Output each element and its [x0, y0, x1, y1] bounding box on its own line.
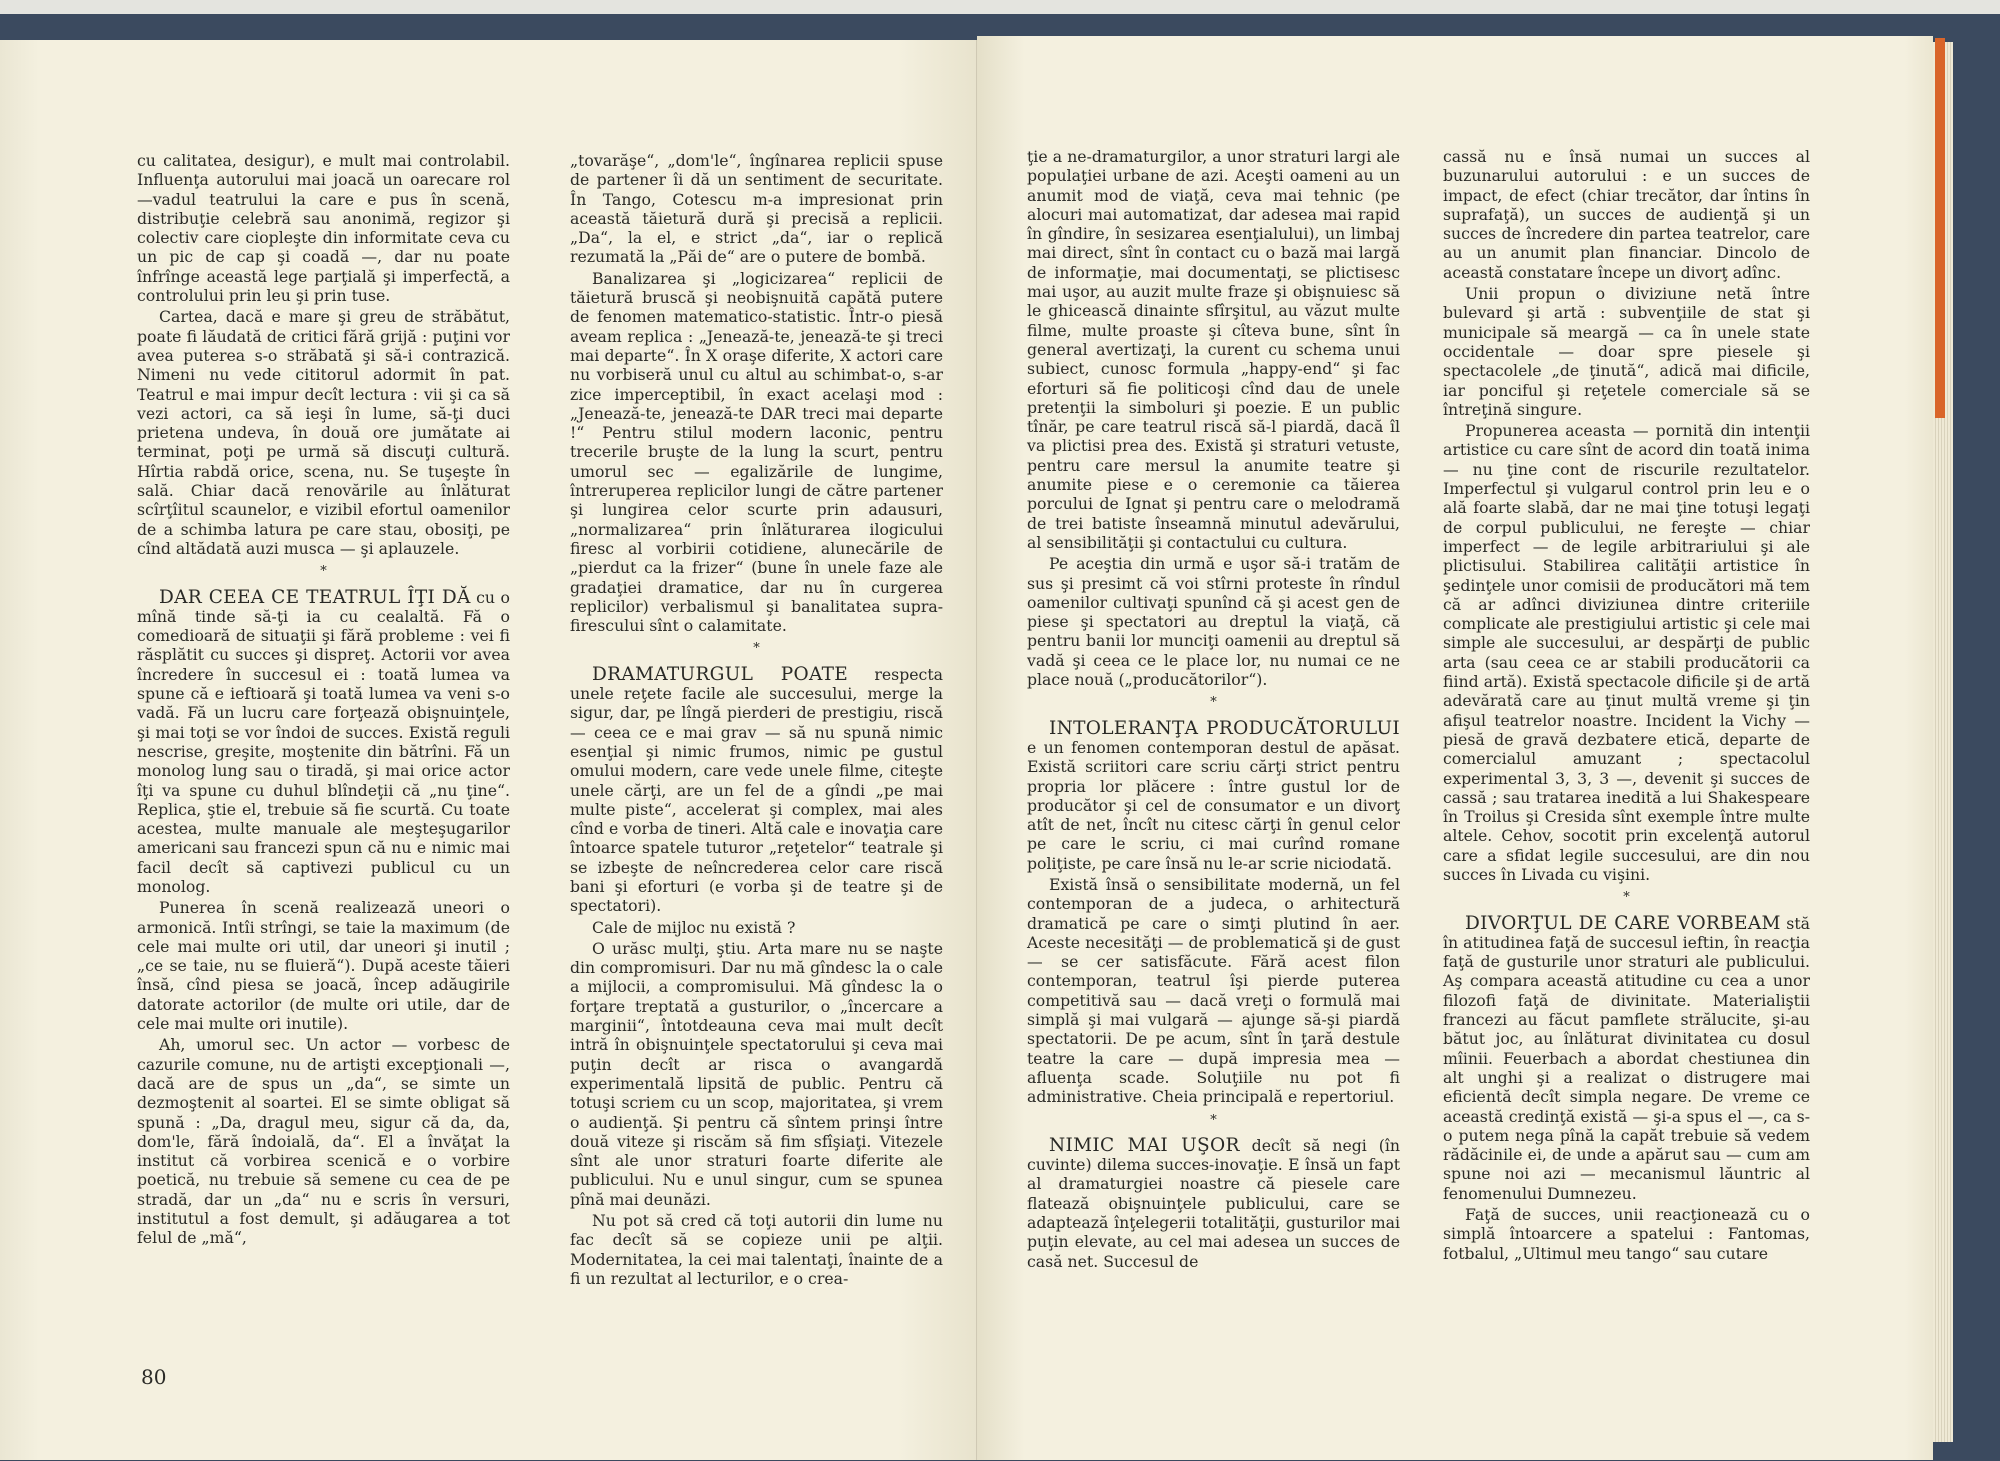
section-heading: INTOLERANŢA PRODUCĂTORULUI — [1049, 717, 1400, 739]
section-paragraph — [1027, 1136, 1400, 1271]
text-column-3 — [1027, 147, 1400, 1273]
section-paragraph — [1027, 719, 1400, 873]
body-paragraph: Cale de mijloc nu există ? — [592, 917, 796, 937]
body-paragraph: O urăsc mulţi, ştiu. Arta mare nu se naşte din compromisuri. Dar nu mă gîndesc la o cale a mijlocii, a compromisului. Mă gîndesc la o forţare treptată a gusturilor, o „încercare a marginii“, întotdeauna ceva mai mult decît intră în obişnuinţele spectatorului şi ceva mai puţin decît ar risca o avangardă experimentală lipsită de public. Pentru că totuşi scriem cu un scop, majoritatea, şi vrem o audienţă. Şi pentru că sîntem prinşi între două viteze şi riscăm să fim sfîşiaţi. Vitezele sînt ale unor straturi foarte diferite ale publicului. Nu e unul singur, cum se spunea pînă mai deunăzi. — [570, 938, 943, 1209]
section-paragraph — [570, 665, 943, 916]
body-paragraph: Banalizarea şi „logicizarea“ replicii de tăietură bruscă şi neobişnuită capătă putere de fenomen matematico-statistic. Într-o piesă aveam replica : „Jenează-te, jenează-te şi treci mai departe“. În X oraşe diferite, X actori care nu vorbiseră unul cu altul au schimbat-o, s-ar zice imperceptibil, în exact acelaşi mod : „Jenează-te, jenează-te DAR treci mai departe !“ Pentru stilul modern laconic, pentru trecerile bruşte de la lung la scurt, pentru umorul sec — egalizările de lungime, întreruperea replicilor lungi de către partener şi lungirea celor scurte prin adausuri, „normalizarea“ prin înlăturarea ilogicului firesc al vorbirii cotidiene, alunecările de „pierdut ca la frizer“ (bune în unele faze ale gradaţiei dramatice, dar nu în curgerea replicilor) verbalismul şi banalitatea supra-firescului sînt o calamitate. — [570, 268, 943, 636]
body-paragraph: Unii propun o diviziune netă între bulevard şi artă : subvenţiile de stat şi municipale să meargă — ca în unele state occidentale — doar spre piesele şi spectacolele „de ţinută“, adică mai dificile, iar ponciful şi reţetele comerciale să se întreţină singure. — [1443, 284, 1810, 419]
section-text: respecta unele reţete facile ale succesului, merge la sigur, dar, pe lîngă pierderi de prestigiu, riscă — ceea ce e mai grav — să nu spună nimic esenţial şi nimic frumos, nimic pe gustul omului modern, care vede unele filme, citeşte unele cărţi, are un fel de a gîndi „pe mai multe piste“, accelerat şi complex, mai ales cînd e vorba de tineri. Altă cale e inovaţia care întoarce spatele tuturor „reţetelor“ teatrale şi se izbeşte de neîncrederea celor care riscă bani şi eforturi (e vorba şi de teatre şi de spectatori). — [570, 664, 943, 916]
body-paragraph: Propunerea aceasta — pornită din intenţii artistice cu care sînt de acord din toată inima — nu ţine cont de riscurile rezultatelor. Imperfectul şi vulgarul control prin leu e o ală foarte slabă, dar ne mai ţine totuşi legaţi de corpul publicului, ne fereşte — chiar imperfect — de legile arbitrariului şi ale plictisului. Stabilirea calităţii artistice în şedinţele unor comisii de producători mă tem că ar adînci diviziunea dintre criteriile complicate ale prestigiului artistic şi cele mai simple ale succesului, ar despărţi de public arta (sau ceea ce ar stabili producătorii ca fiind artă). Există spectacole dificile şi de artă adevărată care au ţinut multă vreme şi ţin afişul teatrelor noastre. Incident la Vichy — piesă de gravă dezbatere etică, departe de comercialul amuzant ; spectacolul experimental 3, 3, 3 —, devenit şi succes de cassă ; sau tratarea inedită a lui Shakespeare în Troilus şi Cresida sînt exemple între multe altele. Cehov, socotit prin excelenţă autorul care a sfidat legile succesului, are din nou succes în Livada cu vişini. — [1443, 421, 1810, 884]
section-separator: * — [1623, 890, 1630, 906]
body-paragraph: „tovarăşe“, „dom'le“, îngînarea replicii spuse de partener îi dă un sentiment de securitate. În Tango, Cotescu m-a impresionat prin această tăietură dură şi precisă a replicii. „Da“, la el, e strict „da“, iar o replică rezumată la „Păi de“ are o putere de bombă. — [570, 151, 943, 267]
section-paragraph — [137, 588, 510, 897]
section-heading: DAR CEEA CE TEATRUL ÎŢI DĂ — [159, 586, 471, 608]
left-page — [0, 40, 977, 1460]
section-text: decît să negi (în cuvinte) dilema succes-inovaţie. E însă un fapt al dramaturgiei noastre că piesele care flatează obişnuinţele publicului, care se adaptează înţelegerii totalităţii, gusturilor mai puţin elevate, au cel mai adesea un succes de casă net. Succesul de — [1027, 1135, 1400, 1271]
page-number: 80 — [141, 1365, 167, 1389]
bookmark-ribbon — [1935, 38, 1945, 418]
section-text: e un fenomen contemporan destul de apăsat. Există scriitori care scriu cărţi strict pentru propria lor plăcere : între gustul lor de producător şi cel de consumator e un divorţ atît de net, încît nu citesc cărţi în genul celor pe care le scriu, ci mai curînd romane poliţiste, pe care însă nu le-ar scrie niciodată. — [1027, 737, 1400, 873]
section-separator: * — [320, 564, 327, 580]
section-separator: * — [1210, 1112, 1217, 1128]
body-paragraph: cu calitatea, desigur), e mult mai controlabil. Influenţa autorului mai joacă un oarecare rol —vadul teatrului la care e pus în scenă, distribuţie celebră sau anonimă, regizor şi colectiv care ciopleşte din informitate ceva cu un pic de cap şi coadă —, dar nu poate înfrînge această lege parţială şi imperfectă, a controlului prin leu şi prin tuse. — [137, 151, 510, 306]
body-paragraph: cassă nu e însă numai un succes al buzunarului autorului : e un succes de impact, de efect (chiar trecător, dar întins în suprafaţă), un succes de audienţă şi un succes de încredere din partea teatrelor, care au un anumit plan financiar. Dincolo de această constatare începe un divorţ adînc. — [1443, 147, 1810, 282]
section-separator: * — [1210, 695, 1217, 711]
body-paragraph: Există însă o sensibilitate modernă, un fel contemporan de a judeca, o arhitectură dramatică pe care o simţi plutind în aer. Aceste necesităţi — de problematică şi de gust — se cer satisfăcute. Fără acest filon contemporan, teatrul îşi pierde puterea competitivă sau — dacă vreţi o formulă mai simplă şi mai vulgară — ajunge să-şi piardă spectatorii. De pe acum, sînt în ţară destule teatre la care — după impresia mea — afluenţa scade. Soluţiile nu pot fi administrative. Cheia principală e repertoriul. — [1027, 874, 1400, 1107]
section-paragraph — [1443, 914, 1810, 1203]
body-paragraph: Cartea, dacă e mare şi greu de străbătut, poate fi lăudată de critici fără grijă : puţini vor avea puterea s-o străbată şi să-i contrazică. Nimeni nu vede cititorul adormit în pat. Teatrul e mai impur decît lectura : vii şi ca să vezi actori, ca să ieşi în lume, să-ţi duci prietena undeva, în două ore jumătate ai terminat, poţi pe urmă să discuţi cultură. Hîrtia rabdă orice, scena, nu. Se tuşeşte în sală. Chiar dacă renovările au înlăturat scîrţîitul scaunelor, e vizibil efortul oamenilor de a schimba latura pe care stau, obosiţi, pe cînd altădată auzi musca — şi aplauzele. — [137, 307, 510, 558]
background-top — [0, 0, 2000, 14]
text-column-2 — [570, 151, 943, 1290]
section-heading: DRAMATURGUL POATE — [592, 663, 849, 685]
body-paragraph: Faţă de succes, unii reacţionează cu o simplă întoarcere a spatelui : Fantomas, fotbalul, „Ultimul meu tango“ sau cutare — [1443, 1205, 1810, 1263]
right-page — [977, 36, 1933, 1460]
section-heading: DIVORŢUL DE CARE VORBEAM — [1465, 912, 1781, 934]
section-text: cu o mînă tinde să-ţi ia cu cealaltă. Fă o comedioară de situaţii şi fără probleme : vei fi răsplătit cu succes şi dispreţ. Actorii vor avea încredere în succesul ei : toată lumea va spune că e ieftioară şi toată lumea va veni s-o vadă. Fă un lucru care forţează obişnuinţele, şi mai toţi se vor îndoi de succes. Există reguli nescrise, greşite, moştenite din bătrîni. Fă un monolog lung sau o tiradă, şi mai orice actor îţi va spune cu duhul blîndeţii că „nu ţine“. Replica, ştie el, trebuie să fie scurtă. Cu toate acestea, multe manuale ale meşteşugarilor americani sau francezi spun că nu e nimic mai facil decît să captivezi publicul cu un monolog. — [137, 587, 510, 896]
body-paragraph: Ah, umorul sec. Un actor — vorbesc de cazurile comune, nu de artişti excepţionali —, dacă are de spus un „da“, se simte un dezmoştenit al soartei. El se simte obligat să spună : „Da, dragul meu, sigur că da, da, dom'le, fără îndoială, da“. El a învăţat la institut că vorbirea scenică e o vorbire poetică, nu trebuie să semene cu cea de pe stradă, dar un „da“ nu e scris în versuri, institutul a fost demult, şi adăugarea a tot felul de „mă“, — [137, 1035, 510, 1248]
text-column-4 — [1443, 147, 1810, 1265]
body-paragraph: Nu pot să cred că toţi autorii din lume nu fac decît să se copieze unii pe alţii. Modernitatea, la cei mai talentaţi, înainte de a fi un rezultat al lecturilor, e o crea- — [570, 1211, 943, 1288]
text-column-1 — [137, 151, 510, 1250]
body-paragraph: Punerea în scenă realizează uneori o armonică. Intîi strîngi, se taie la maximum (de cele mai multe ori util, dar uneori şi inutil ; „ce se taie, nu se fluieră“). După aceste tăieri însă, cînd piesa se joacă, încep adăugirile datorate actorilor (de multe ori utile, dar de cele mai multe ori inutile). — [137, 898, 510, 1034]
section-separator: * — [753, 641, 760, 657]
section-heading: NIMIC MAI UŞOR — [1049, 1134, 1240, 1156]
body-paragraph: ţie a ne-dramaturgilor, a unor straturi largi ale populaţiei urbane de azi. Aceşti oameni au un anumit mod de viaţă, ceva mai tehnic (pe alocuri mai automatizat, dar adesea mai rapid în gîndire, în sesizarea esenţialului), un limbaj mai direct, sînt în contact cu o bază mai largă de informaţie, mai documentaţi, se plictisesc mai uşor, au auzit multe fraze şi obişnuiesc să le ghicească dinainte sfîrşitul, au văzut multe filme, multe proaste şi cîteva bune, sînt în general avertizaţi, la curent cu schema unui subiect, cunosc formula „happy-end“ şi fac eforturi să fie politicoşi cînd dau de unele pretenţii la simboluri şi poezie. E un public tînăr, pe care teatrul riscă să-l piardă, dacă îl va plictisi prea des. Există şi straturi vetuste, pentru care mersul la anumite teatre şi anumite piese e o ceremonie ca tăierea porcului de Ignat şi pentru care o melodramă de trei batiste înseamnă minutul adevărului, al sensibilităţii şi contactului cu cultura. — [1027, 147, 1400, 552]
section-text: stă în atitudinea faţă de succesul ieftin, în reacţia faţă de gusturile unor straturi ale publicului. Aş compara această atitudine cu cea a unor filozofi faţă de divinitate. Materialiştii francezi au făcut pamflete strălucite, şi-au bătut joc, au înlăturat divinitatea cu dosul mîinii. Feuerbach a abordat chestiunea din alt unghi şi a realizat o distrugere mai eficientă decît simpla negare. De vreme ce această credinţă există — şi-a spus el —, ca s-o putem nega pînă la capăt trebuie să vedem rădăcinile ei, de unde a apărut sau — cum am spune noi azi — mecanismul lăuntric al fenomenului Dumnezeu. — [1443, 913, 1810, 1203]
body-paragraph: Pe aceştia din urmă e uşor să-i tratăm de sus şi presimt că voi stîrni proteste în rîndul oamenilor cultivaţi spunînd că şi acest gen de piese şi spectatori au dreptul la viaţă, că pentru banii lor munciţi oamenii au dreptul să vadă şi ceea ce le place lor, nu numai ce ne place nouă („producătorilor“). — [1027, 554, 1400, 690]
